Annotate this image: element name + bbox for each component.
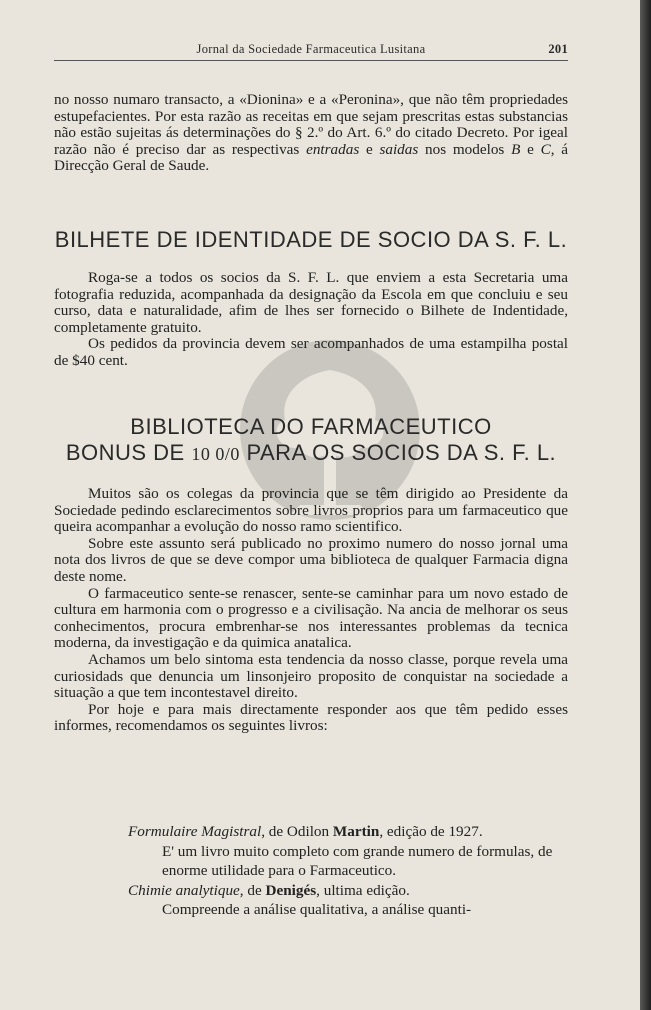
heading-line-1: BIBLIOTECA DO FARMACEUTICO [130, 414, 492, 439]
paragraph: Os pedidos da provincia devem ser acompanhados de uma estampilha postal de $40 cent. [54, 335, 568, 369]
paragraph: Achamos um belo sintoma esta tendencia da nosso classe, porque revela uma curiosidads que denuncia um linsonjeiro proposito de conquistar na sociedade a situação a que tem incontestavel direito. [54, 650, 568, 702]
heading-line-2: BONUS DE 10 0/0 PARA OS SOCIOS DA S. F. L. [65, 440, 557, 465]
page-header [54, 42, 568, 61]
section-bilhete-body [54, 270, 568, 370]
intro-paragraph: no nosso numaro transacto, a «Dionina» e a «Peronina», que não têm propriedades estupefacientes. Por esta razão as receitas em que sejam prescritas estas substancias não estão sujeitas ás determinações do § 2.º do Art. 6.º do citado Decreto. Por igeal razão não é preciso dar as respectivas entradas e saidas nos modelos B e C, á Direcção Geral de Saude. [54, 91, 568, 175]
section-heading-bilhete: BILHETE DE IDENTIDADE DE SOCIO DA S. F. L. [54, 227, 568, 252]
paragraph: O farmaceutico sente-se renascer, sente-se caminhar para um novo estado de cultura em harmonia com o progresso e a civilisação. Na ancia de melhorar os seus conhecimentos, procura embrenhar-se nos interessantes problemas da tecnica moderna, da investigação e da quimica anatalica. [54, 584, 568, 652]
book-binding-edge [640, 0, 651, 1010]
page-number: 201 [548, 42, 568, 56]
paragraph: Muitos são os colegas da provincia que se têm dirigido ao Presidente da Sociedade pedindo esclarecimentos sobre livros proprios para um farmaceutico que queira acompanhar a evolução do nosso ramo scientifico. [54, 485, 568, 536]
book-entry: Chimie analytique, de Denigés, ultima edição. [128, 881, 410, 899]
paragraph: Por hoje e para mais directamente responder aos que têm pedido esses informes, recomendamos os seguintes livros: [54, 700, 568, 735]
book-description: E' um livro muito completo com grande numero de formulas, de enorme utilidade para o Farmaceutico. [162, 842, 553, 879]
section-heading-biblioteca [54, 414, 568, 467]
paragraph: Sobre este assunto será publicado no proximo numero do nosso jornal uma nota dos livros de que se deve compor uma biblioteca de qualquer Farmacia digna deste nome. [54, 534, 568, 585]
book-entry: Formulaire Magistral, de Odilon Martin, edição de 1927. [128, 823, 483, 840]
book-list [54, 822, 568, 920]
section-biblioteca-body [54, 486, 568, 735]
paragraph: Roga-se a todos os socios da S. F. L. que enviem a esta Secretaria uma fotografia reduzida, acompanhada da designação da Escola em que concluiu e seu curso, data e naturalidade, afim de lhes ser fornecido o Bilhete de Indentidade, completamente gratuito. [54, 269, 568, 336]
book-description: Compreende a análise qualitativa, a análise quanti- [162, 901, 472, 918]
journal-title: Jornal da Sociedade Farmaceutica Lusitana [196, 42, 426, 56]
